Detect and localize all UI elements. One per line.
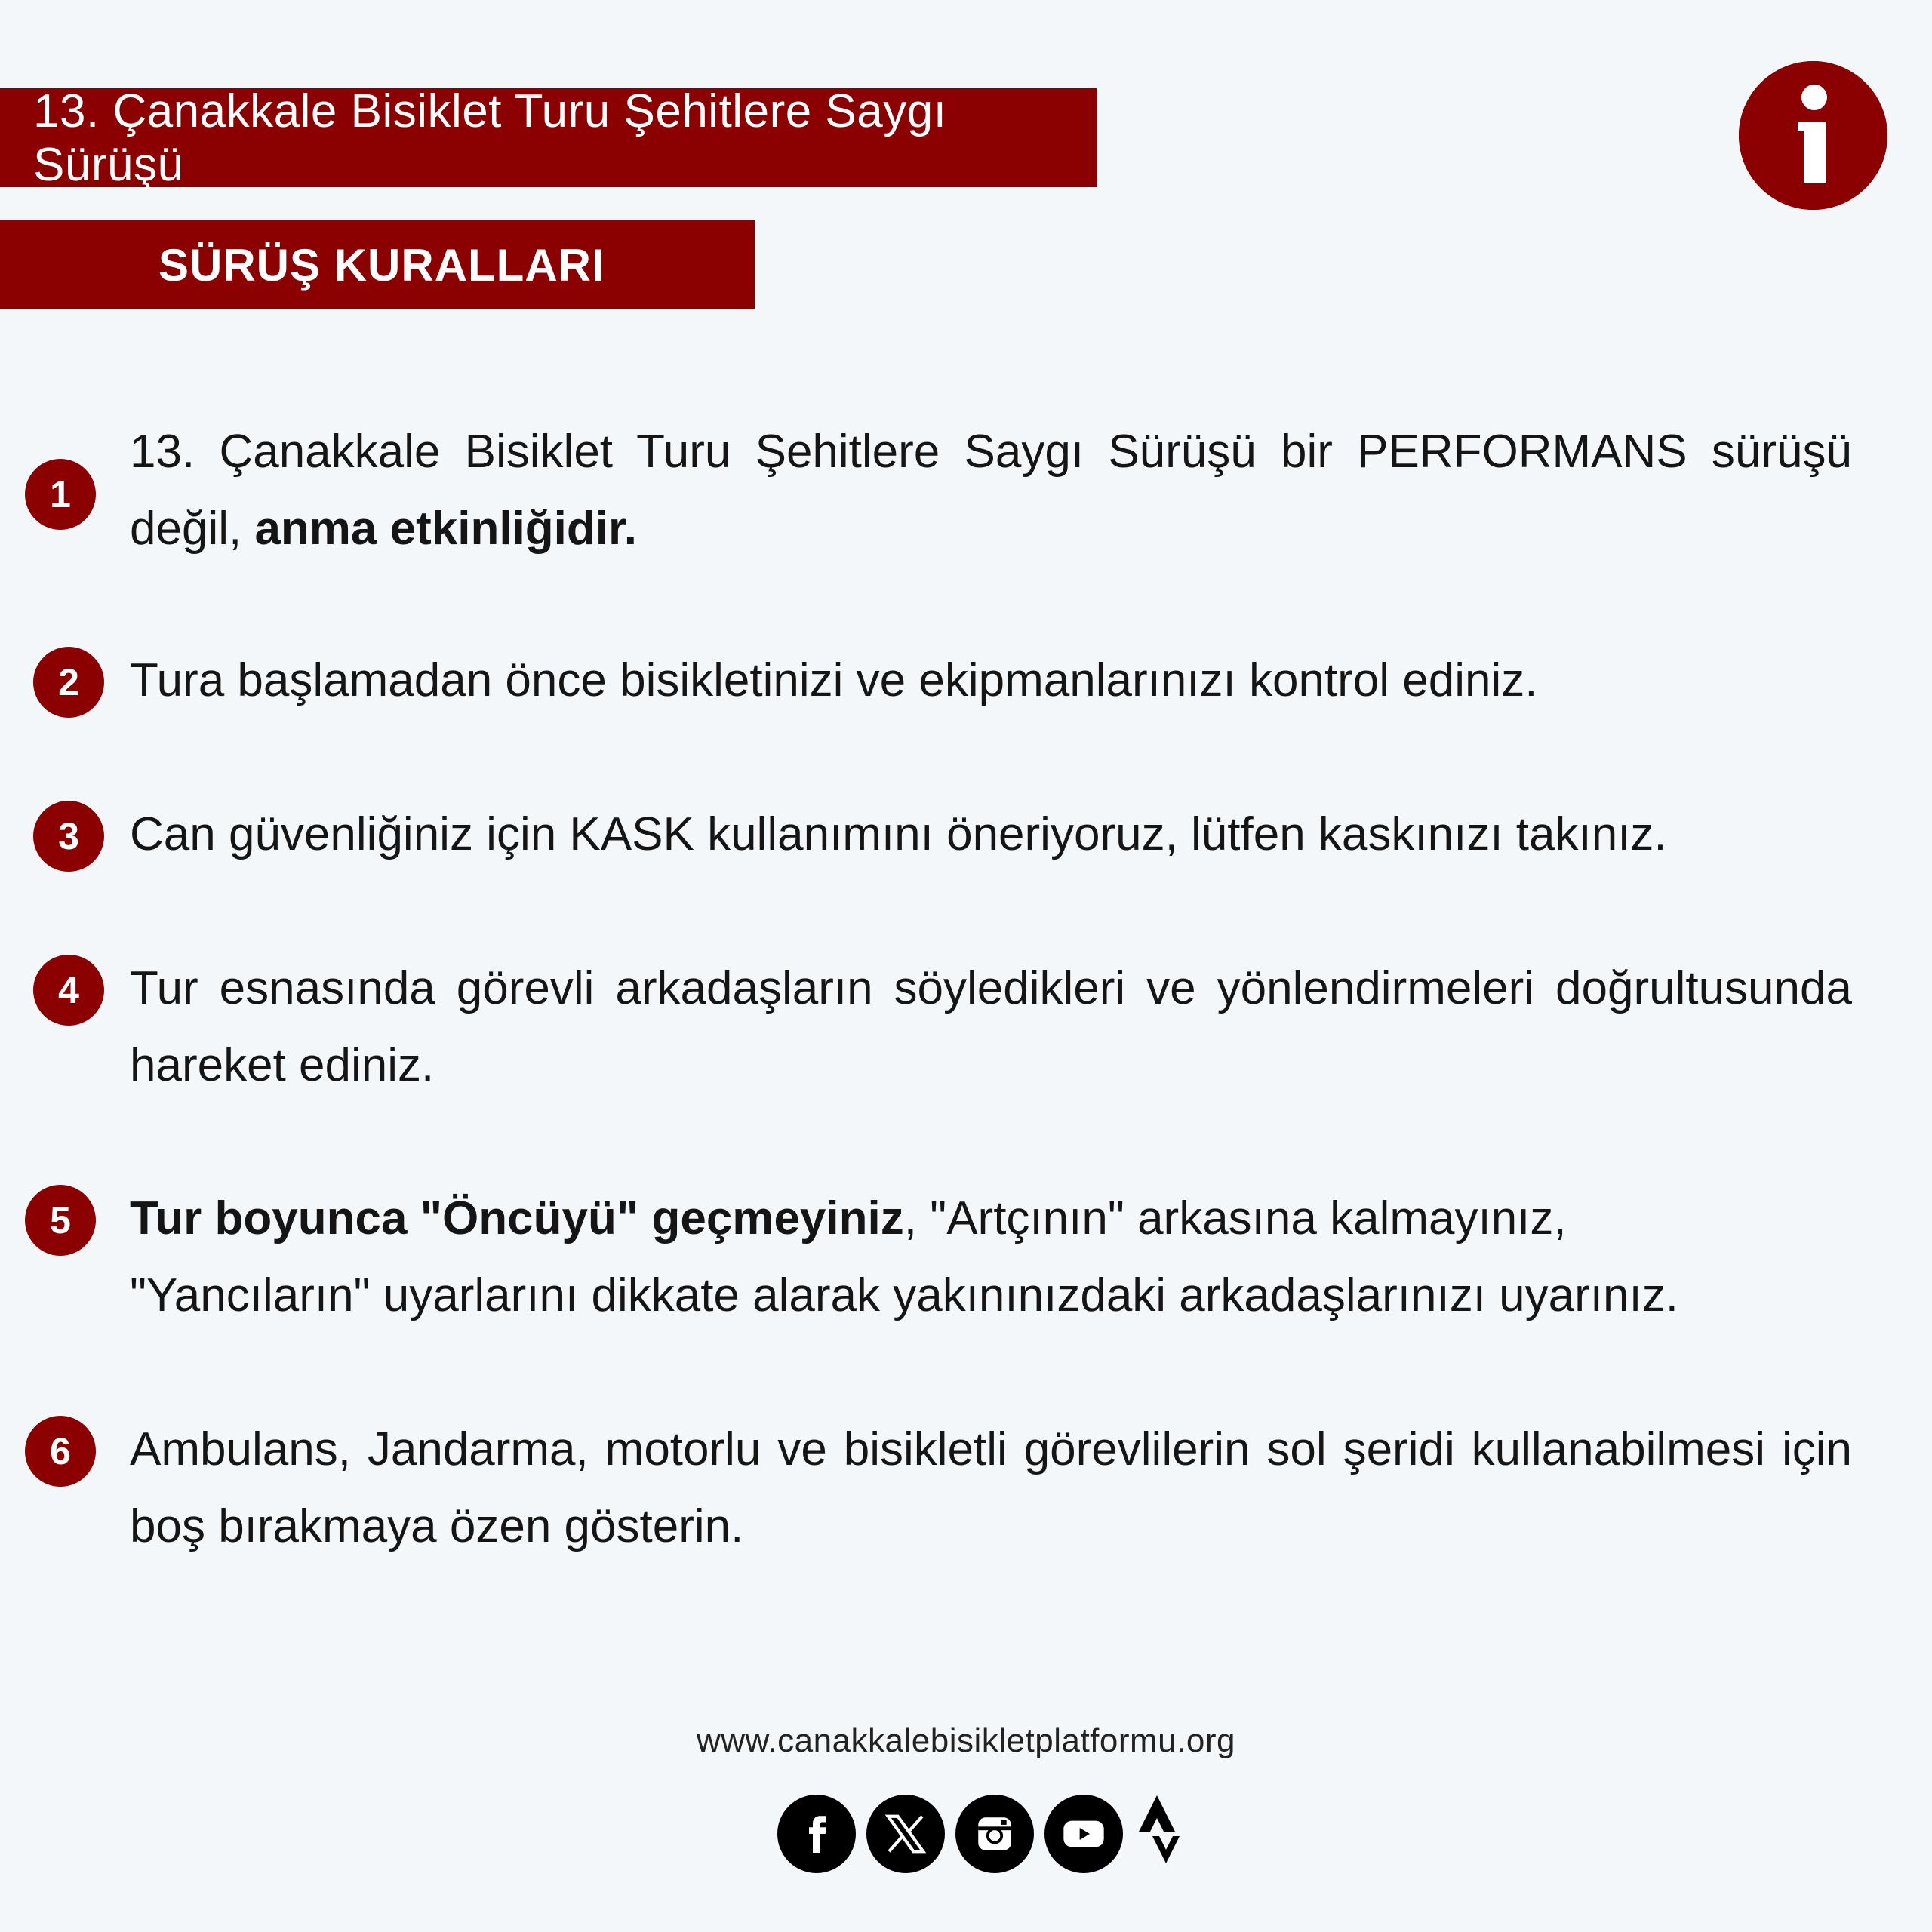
rule-text: Ambulans, Jandarma, motorlu ve bisikletli görevlilerin sol şeridi kullanabilmesi için boş bırakmaya özen gösterin. [130,1423,1852,1552]
rule-text: Can güvenliğiniz için KASK kullanımını öneriyoruz, lütfen kaskınızı takınız. [130,808,1667,860]
rule-number: 2 [33,647,104,718]
facebook-icon[interactable] [777,1795,856,1873]
title-banner [0,85,1097,191]
social-links [777,1795,1194,1873]
rule-text: Tur boyunca "Öncüyü" geçmeyiniz, "Artçının" arkasına kalmayınız, "Yancıların" uyarlarını dikkate alarak yakınınızdaki arkadaşlarınızı uyarınız. [130,1192,1678,1321]
rule-number: 1 [25,459,96,530]
strava-icon[interactable] [1134,1795,1194,1873]
youtube-icon[interactable] [1044,1795,1123,1873]
info-icon [1739,61,1887,210]
x-icon[interactable] [866,1795,945,1873]
rule-text: 13. Çanakkale Bisiklet Turu Şehitlere Saygı Sürüşü bir PERFORMANS sürüşü değil, anma etkinliğidir. [130,426,1852,555]
rule-number: 5 [25,1185,96,1256]
instagram-icon[interactable] [955,1795,1034,1873]
rule-number: 6 [25,1416,96,1487]
rule-text: Tur esnasında görevli arkadaşların söyledikleri ve yönlendirmeleri doğrultusunda hareket ediniz. [130,962,1852,1091]
section-title: SÜRÜŞ KURALLARI [158,239,605,291]
website-link[interactable]: www.canakkalebisikletplatformu.org [697,1722,1235,1759]
section-banner [0,220,755,309]
page-title: 13. Çanakkale Bisiklet Turu Şehitlere Saygı Sürüşü [33,85,947,191]
rule-number: 4 [33,955,104,1026]
rule-text: Tura başlamadan önce bisikletinizi ve ekipmanlarınızı kontrol ediniz. [130,654,1538,706]
rule-number: 3 [33,801,104,872]
